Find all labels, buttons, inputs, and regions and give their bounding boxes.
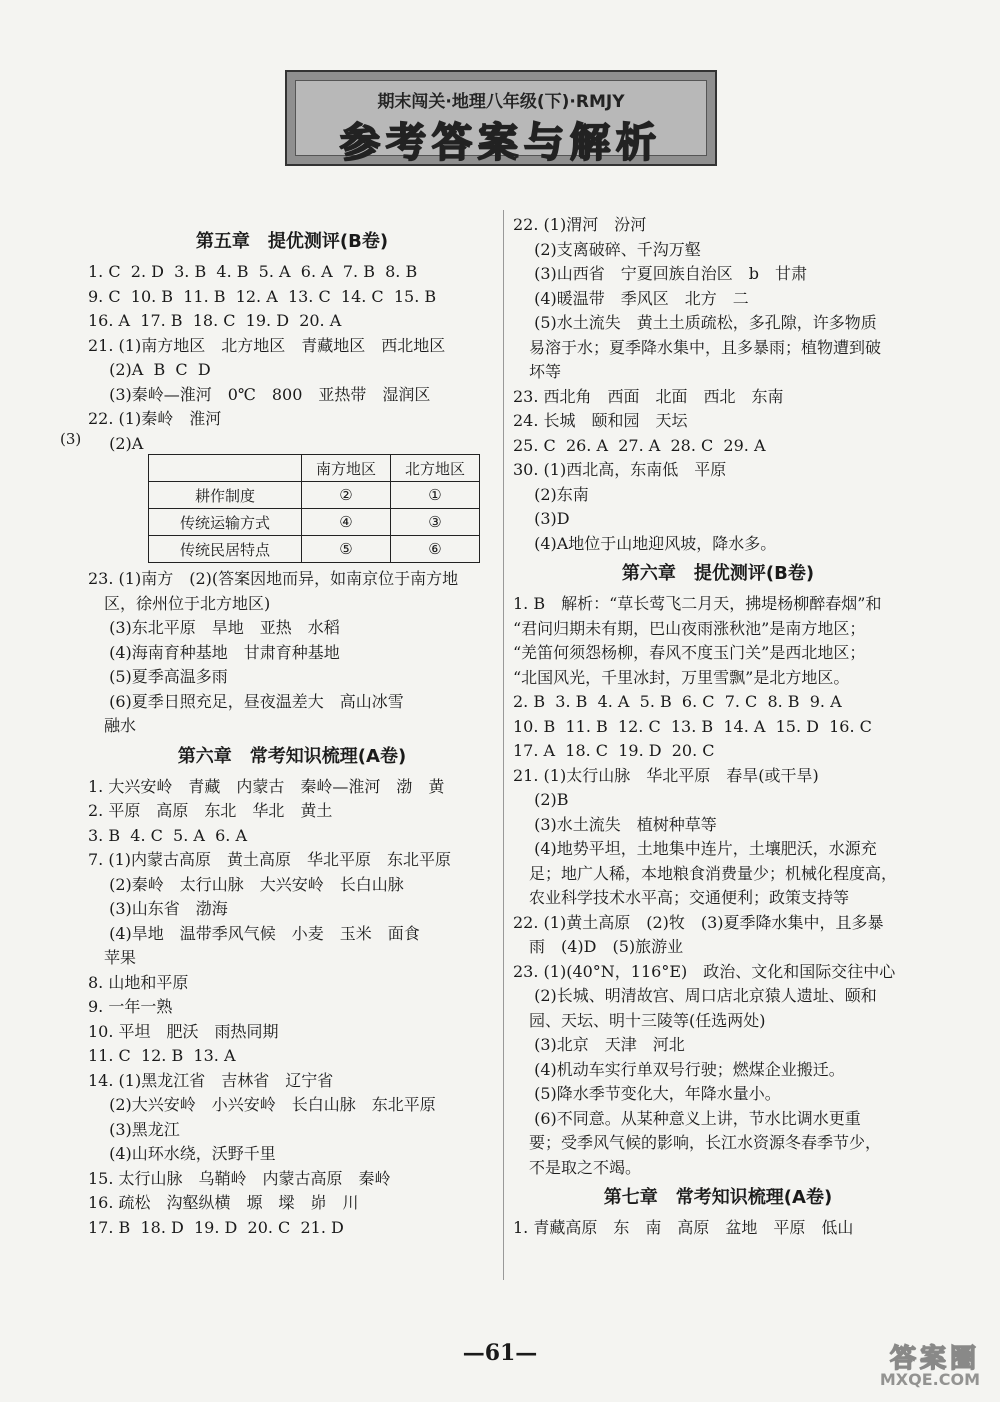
answer-line: 1. 大兴安岭 青藏 内蒙古 秦岭—淮河 渤 黄 bbox=[88, 776, 445, 796]
question-label: (3) bbox=[60, 430, 82, 448]
answer-block bbox=[88, 567, 496, 739]
answer-line: 1. C 2. D 3. B 4. B 5. A 6. A 7. B 8. B bbox=[88, 262, 418, 281]
answer-line: (4)机动车实行单双号行驶；燃煤企业搬迁。 bbox=[513, 1059, 845, 1079]
answer-line: 10. 平坦 肥沃 雨热同期 bbox=[88, 1021, 279, 1041]
answer-line: 22. (1)秦岭 淮河 bbox=[88, 409, 222, 428]
answer-line: (3)黑龙江 bbox=[88, 1119, 180, 1139]
answer-line: (4)暖温带 季风区 北方 二 bbox=[513, 288, 749, 308]
table-row-label: 传统民居特点 bbox=[149, 536, 302, 563]
answer-line: 1. 青藏高原 东 南 高原 盆地 平原 低山 bbox=[513, 1218, 854, 1237]
watermark-text: 答案圈 bbox=[889, 1344, 980, 1374]
answer-block bbox=[513, 213, 923, 556]
answer-line: 30. (1)西北高，东南低 平原 bbox=[513, 460, 727, 479]
answer-line: 23. 西北角 西面 北面 西北 东南 bbox=[513, 386, 784, 406]
answer-line: 2. B 3. B 4. A 5. B 6. C 7. C 8. B 9. A bbox=[513, 692, 842, 711]
answer-line: (4)A地位于山地迎风坡，降水多。 bbox=[513, 533, 777, 553]
answer-block bbox=[513, 592, 923, 1180]
banner-title: 参考答案与解析 bbox=[340, 120, 662, 166]
answer-line: (3)秦岭—淮河 0℃ 800 亚热带 湿润区 bbox=[88, 384, 431, 404]
answer-line: 17. A 18. C 19. D 20. C bbox=[513, 741, 715, 760]
table-cell: ① bbox=[391, 482, 480, 509]
answer-line: (4)旱地 温带季风气候 小麦 玉米 面食 bbox=[88, 923, 420, 943]
table-cell: ④ bbox=[302, 509, 391, 536]
answer-line: 坏等 bbox=[513, 362, 562, 381]
table-row bbox=[149, 482, 480, 509]
answer-block bbox=[513, 1216, 923, 1241]
answer-line: 不是取之不竭。 bbox=[513, 1157, 642, 1177]
answer-line: (3)水土流失 植树种草等 bbox=[513, 814, 717, 834]
answer-line: 11. C 12. B 13. A bbox=[88, 1046, 236, 1065]
answer-line: 易溶于水；夏季降水集中，且多暴雨；植物遭到破 bbox=[513, 337, 882, 357]
watermark-logo bbox=[824, 1338, 984, 1390]
answer-line: (4)山环水绕，沃野千里 bbox=[88, 1144, 276, 1163]
answer-line: (2)秦岭 太行山脉 大兴安岭 长白山脉 bbox=[88, 874, 404, 894]
table-cell: ⑥ bbox=[391, 536, 480, 563]
answer-line: (2)支离破碎、千沟万壑 bbox=[513, 239, 701, 259]
answer-line: (3)山西省 宁夏回族自治区 b 甘肃 bbox=[513, 264, 807, 283]
answer-line: 16. A 17. B 18. C 19. D 20. A bbox=[88, 311, 342, 330]
table-row-label: 耕作制度 bbox=[149, 482, 302, 509]
answer-line: (3)北京 天津 河北 bbox=[513, 1035, 685, 1054]
answer-line: (4)海南育种基地 甘肃育种基地 bbox=[88, 642, 340, 662]
answer-line: 足；地广人稀，本地粮食消费量少；机械化程度高， bbox=[513, 863, 898, 883]
table-cell: ⑤ bbox=[302, 536, 391, 563]
answer-line: 23. (1)(40°N，116°E) 政治、文化和国际交往中心 bbox=[513, 961, 896, 981]
answer-line: 22. (1)渭河 汾河 bbox=[513, 215, 647, 234]
answer-line: 21. (1)太行山脉 华北平原 春旱(或干旱) bbox=[513, 765, 819, 785]
answer-line: “北国风光，千里冰封，万里雪飘”是北方地区。 bbox=[513, 667, 850, 687]
answer-line: “羌笛何须怨杨柳，春风不度玉门关”是西北地区； bbox=[513, 643, 866, 662]
answer-line: 园、天坛、明十三陵等(任选两处) bbox=[513, 1010, 766, 1030]
table-row bbox=[149, 536, 480, 563]
answer-line: 15. 太行山脉 乌鞘岭 内蒙古高原 秦岭 bbox=[88, 1168, 391, 1188]
answer-line: 16. 疏松 沟壑纵横 塬 墚 峁 川 bbox=[88, 1193, 359, 1212]
answer-line: 22. (1)黄土高原 (2)牧 (3)夏季降水集中，且多暴 bbox=[513, 912, 884, 932]
section-heading: 第六章 常考知识梳理(A卷) bbox=[177, 745, 407, 767]
watermark-url: MXQE.COM bbox=[879, 1370, 980, 1389]
title-banner-inner bbox=[295, 80, 707, 166]
answer-line: 9. C 10. B 11. B 12. A 13. C 14. C 15. B bbox=[88, 286, 437, 306]
answer-line: (3)D bbox=[513, 509, 570, 528]
answer-line: (4)地势平坦，土地集中连片，土壤肥沃，水源充 bbox=[513, 839, 877, 858]
answer-line: (2)B bbox=[513, 790, 569, 809]
answer-line: (2)大兴安岭 小兴安岭 长白山脉 东北平原 bbox=[88, 1095, 436, 1114]
column-divider bbox=[503, 210, 504, 1280]
answer-line: (2)长城、明清故宫、周口店北京猿人遗址、颐和 bbox=[513, 986, 877, 1005]
answer-line: (3)山东省 渤海 bbox=[88, 899, 228, 918]
section-heading: 第五章 提优测评(B卷) bbox=[195, 231, 389, 252]
section-heading: 第七章 常考知识梳理(A卷) bbox=[603, 1187, 833, 1208]
table-row bbox=[149, 509, 480, 536]
answer-line: 雨 (4)D (5)旅游业 bbox=[513, 937, 684, 956]
right-column bbox=[513, 213, 923, 1241]
answer-block bbox=[88, 260, 496, 456]
answer-line: (2)A B C D bbox=[88, 360, 211, 379]
answer-line: 8. 山地和平原 bbox=[88, 972, 189, 992]
table-header: 南方地区 bbox=[302, 455, 391, 482]
answer-line: 21. (1)南方地区 北方地区 青藏地区 西北地区 bbox=[88, 335, 446, 355]
left-column bbox=[60, 218, 496, 1240]
answer-line: 苹果 bbox=[88, 948, 137, 967]
answer-line: 1. B 解析：“草长莺飞二月天，拂堤杨柳醉春烟”和 bbox=[513, 594, 882, 613]
answer-line: 17. B 18. D 19. D 20. C 21. D bbox=[88, 1217, 344, 1237]
answer-line: 25. C 26. A 27. A 28. C 29. A bbox=[513, 435, 766, 455]
answer-line: (6)夏季日照充足，昼夜温差大 高山冰雪 bbox=[88, 691, 404, 711]
title-banner bbox=[285, 70, 717, 166]
answer-line: 要；受季风气候的影响，长江水资源冬春季节少， bbox=[513, 1133, 882, 1152]
answer-line: (6)不同意。从某种意义上讲，节水比调水更重 bbox=[513, 1108, 861, 1128]
answer-line: (3)东北平原 旱地 亚热 水稻 bbox=[88, 618, 340, 637]
table-header: 北方地区 bbox=[391, 455, 480, 482]
section-heading: 第六章 提优测评(B卷) bbox=[621, 563, 815, 584]
table-row-label: 传统运输方式 bbox=[149, 509, 302, 536]
answer-line: 2. 平原 高原 东北 华北 黄土 bbox=[88, 801, 333, 820]
answer-line: 3. B 4. C 5. A 6. A bbox=[88, 825, 248, 845]
table-cell: ② bbox=[302, 482, 391, 509]
banner-subtitle: 期末闯关·地理八年级(下)·RMJY bbox=[377, 92, 625, 112]
answer-line: 融水 bbox=[88, 716, 137, 735]
answer-line: 10. B 11. B 12. C 13. B 14. A 15. D 16. C bbox=[513, 716, 872, 736]
answer-line: (2)A bbox=[88, 433, 144, 453]
answer-line: “君问归期未有期，巴山夜雨涨秋池”是南方地区； bbox=[513, 618, 866, 638]
answer-block bbox=[88, 775, 496, 1241]
answer-line: 9. 一年一熟 bbox=[88, 997, 173, 1016]
answer-line: 14. (1)黑龙江省 吉林省 辽宁省 bbox=[88, 1070, 334, 1090]
answer-line: (5)降水季节变化大，年降水量小。 bbox=[513, 1084, 781, 1103]
answer-line: (5)水土流失 黄土土质疏松，多孔隙，许多物质 bbox=[513, 313, 877, 332]
answer-line: 24. 长城 颐和园 天坛 bbox=[513, 411, 688, 430]
table-cell: ③ bbox=[391, 509, 480, 536]
answer-line: 区，徐州位于北方地区) bbox=[88, 593, 271, 613]
answer-line: 23. (1)南方 (2)(答案因地而异，如南京位于南方地 bbox=[88, 569, 459, 588]
answer-line: (2)东南 bbox=[513, 484, 589, 504]
answer-line: 7. (1)内蒙古高原 黄土高原 华北平原 东北平原 bbox=[88, 850, 452, 869]
answer-line: 农业科学技术水平高；交通便利；政策支持等 bbox=[513, 888, 850, 907]
answer-line: (5)夏季高温多雨 bbox=[88, 667, 228, 686]
page-number: —61— bbox=[462, 1340, 538, 1366]
